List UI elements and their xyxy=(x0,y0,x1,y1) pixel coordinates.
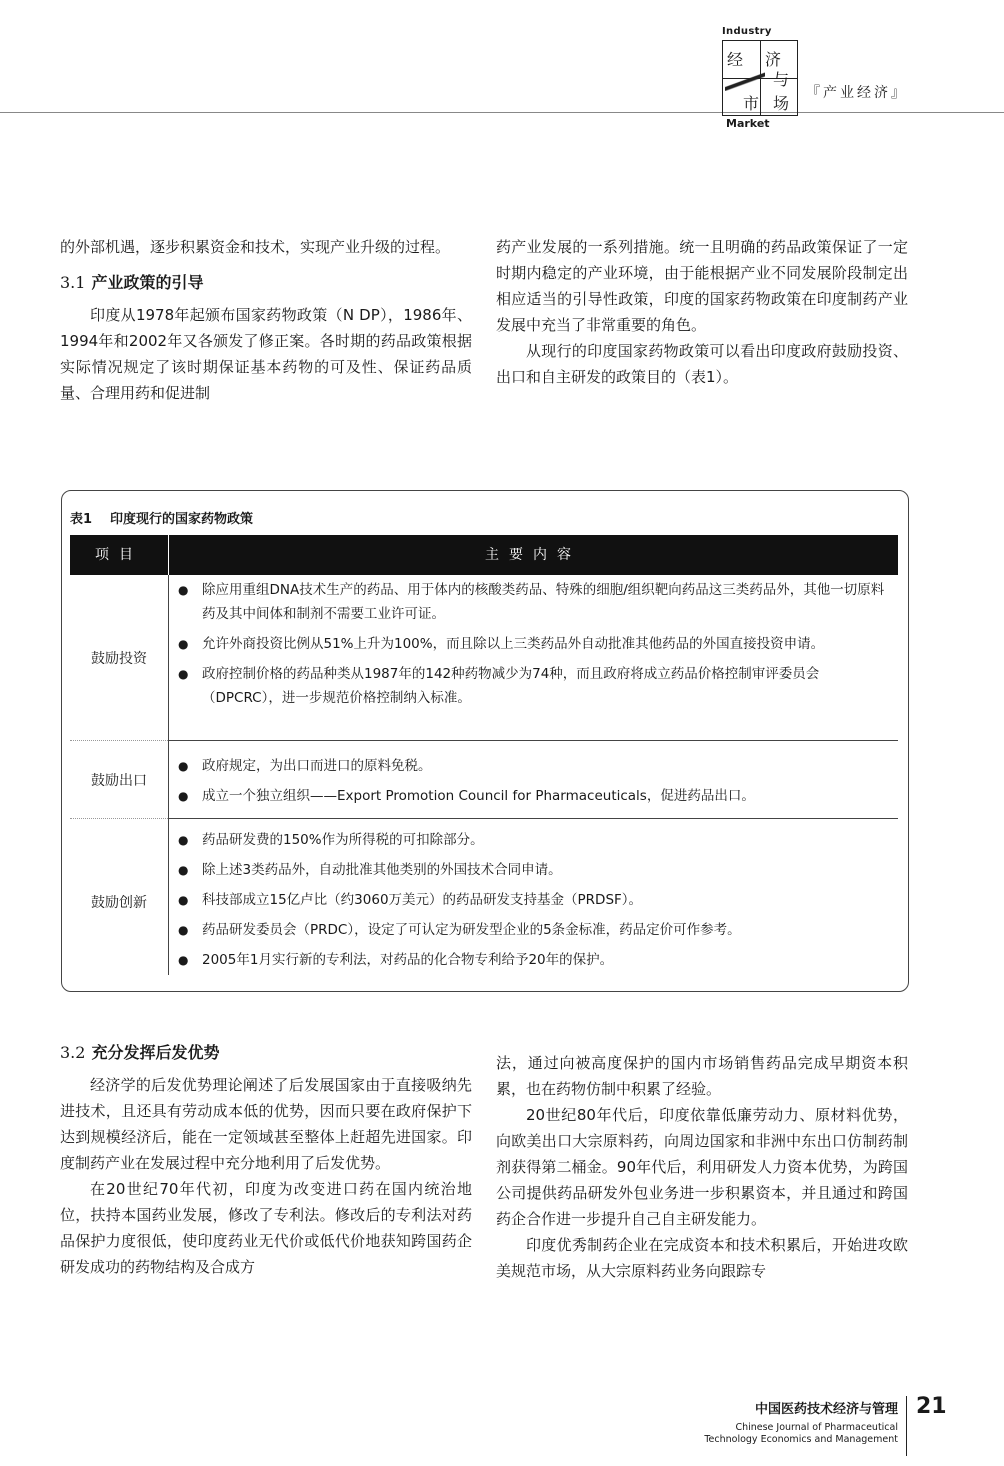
footer-divider xyxy=(906,1396,907,1456)
table-category-innovation: 鼓励创新 xyxy=(91,895,147,911)
paragraph: 印度优秀制药企业在完成资本和技术积累后，开始进攻欧美规范市场，从大宗原料药业务向跟踪专 xyxy=(496,1236,908,1280)
table-bullet: ● 科技部成立15亿卢比（约3060万美元）的药品研发支持基金（PRDSF）。 xyxy=(178,888,890,912)
table-bullet: ● 政府规定，为出口而进口的原料免税。 xyxy=(178,754,890,778)
table-category-export: 鼓励出口 xyxy=(91,773,147,789)
table-bullet: ● 药品研发费的150%作为所得税的可扣除部分。 xyxy=(178,828,890,852)
paragraph: 法，通过向被高度保护的国内市场销售药品完成早期资本积累，也在药物仿制中积累了经验。 xyxy=(496,1054,908,1098)
table-row-divider xyxy=(168,818,898,819)
table-caption-title: 印度现行的国家药物政策 xyxy=(110,512,254,527)
logo-char: 场 xyxy=(773,94,790,113)
section-heading-3-2: 3.2 充分发挥后发优势 xyxy=(60,1043,220,1062)
logo-char: 市 xyxy=(743,94,760,113)
paragraph: 印度从1978年起颁布国家药物政策（N DP），1986年、1994年和2002年又各颁发了修正案。各时期的药品政策根据实际情况规定了该时期保证基本药物的可及性、保证药品质量、合理用药和促进制 xyxy=(60,306,472,402)
paragraph: 药产业发展的一系列措施。统一且明确的药品政策保证了一定时期内稳定的产业环境，由于能根据产业不同发展阶段制定出相应适当的引导性政策，印度的国家药物政策在印度制药产业发展中充当了非常重要的角色。 xyxy=(496,238,908,334)
table-bullet: ● 除上述3类药品外，自动批准其他类别的外国技术合同申请。 xyxy=(178,858,890,882)
logo-char: 经 xyxy=(727,50,744,69)
table-bullet: ● 2005年1月实行新的专利法，对药品的化合物专利给予20年的保护。 xyxy=(178,948,890,972)
paragraph: 经济学的后发优势理论阐述了后发展国家由于直接吸纳先进技术，且还具有劳动成本低的优势，因而只要在政府保护下达到规模经济后，能在一定领域甚至整体上赶超先进国家。印度制药产业在发展过程中充分地利用了后发优势。 xyxy=(60,1076,472,1172)
table-bullet: ● 允许外商投资比例从51%上升为100%，而且除以上三类药品外自动批准其他药品的外国直接投资申请。 xyxy=(178,632,890,656)
table-bullet: ● 除应用重组DNA技术生产的药品、用于体内的核酸类药品、特殊的细胞/组织靶向药品这三类药品外，其他一切原料药及其中间体和制剂不需要工业许可证。 xyxy=(178,578,890,626)
section-heading-3-1: 3.1 产业政策的引导 xyxy=(60,273,204,292)
left-column-bottom xyxy=(60,1040,472,1280)
logo-char: 济 xyxy=(765,50,782,69)
journal-name-en: Chinese Journal of Pharmaceutical Technology Economics and Management xyxy=(704,1422,898,1445)
paragraph: 20世纪80年代后，印度依靠低廉劳动力、原材料优势，向欧美出口大宗原料药，向周边国家和非洲中东出口仿制药制剂获得第二桶金。90年代后，利用研发人力资本优势，为跨国公司提供药品研发外包业务进一步积累资本，并且通过和跨国药企合作进一步提升自己自主研发能力。 xyxy=(496,1106,908,1228)
page-number: 21 xyxy=(916,1394,947,1419)
logo-market-text: Market xyxy=(726,117,770,130)
table-row-divider-dotted xyxy=(70,740,168,741)
logo-industry-text: Industry xyxy=(722,26,772,37)
table-header-item: 项目 xyxy=(70,535,169,575)
table-bullet: ● 药品研发委员会（PRDC），设定了可认定为研发型企业的5条金标准，药品定价可作参考。 xyxy=(178,918,890,942)
table-bullet: ● 政府控制价格的药品种类从1987年的142种药物减少为74种，而且政府将成立药品价格控制审评委员会（DPCRC），进一步规范价格控制纳入标准。 xyxy=(178,662,890,710)
table-header-row xyxy=(70,535,898,575)
left-column-top xyxy=(60,234,472,406)
logo-char: 与 xyxy=(773,70,790,89)
logo-diagonal-mark xyxy=(725,71,765,91)
header-rule xyxy=(0,112,1004,113)
paragraph: 的外部机遇，逐步积累资金和技术，实现产业升级的过程。 xyxy=(60,238,451,256)
table-row-innovation xyxy=(178,828,890,978)
table-column-divider xyxy=(168,575,169,975)
right-column-top xyxy=(496,234,908,390)
table-category-investment: 鼓励投资 xyxy=(91,651,147,667)
table-header-content: 主要内容 xyxy=(485,547,581,563)
table-row-investment xyxy=(178,578,890,716)
table-caption-number: 表1 xyxy=(70,512,93,527)
table-row-divider-dotted xyxy=(70,818,168,819)
table-row-export xyxy=(178,754,890,814)
table-bullet: ● 成立一个独立组织——Export Promotion Council for Pharmaceuticals，促进药品出口。 xyxy=(178,784,890,808)
journal-name-cn: 中国医药技术经济与管理 xyxy=(754,1402,898,1417)
table-row-divider xyxy=(168,740,898,741)
right-column-bottom xyxy=(496,1050,908,1284)
paragraph: 从现行的印度国家药物政策可以看出印度政府鼓励投资、出口和自主研发的政策目的（表1）。 xyxy=(496,342,908,386)
journal-logo xyxy=(722,40,798,116)
table-caption xyxy=(70,508,271,527)
section-tag: 『产业经济』 xyxy=(806,85,908,101)
paragraph: 在20世纪70年代初，印度为改变进口药在国内统治地位，扶持本国药业发展，修改了专利法。修改后的专利法对药品保护力度很低，使印度药业无代价或低代价地获知跨国药企研发成功的药物结构及合成方 xyxy=(60,1180,472,1276)
